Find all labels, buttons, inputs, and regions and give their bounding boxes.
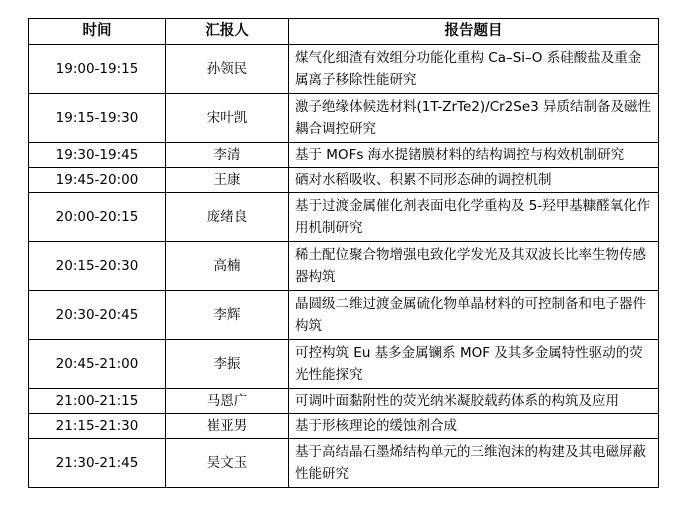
table-row <box>29 94 659 143</box>
time-cell: 19:15-19:30 <box>29 94 166 143</box>
table-body <box>29 45 659 488</box>
time-cell: 19:00-19:15 <box>29 45 166 94</box>
presenter-cell: 李清 <box>166 143 289 168</box>
title-cell: 基于过渡金属催化剂表面电化学重构及 5-羟甲基糠醛氧化作用机制研究 <box>289 193 659 242</box>
presenter-cell: 马恩广 <box>166 389 289 414</box>
presenter-cell: 李振 <box>166 340 289 389</box>
table-row <box>29 45 659 94</box>
header-presenter: 汇报人 <box>166 19 289 45</box>
header-time: 时间 <box>29 19 166 45</box>
title-cell: 煤气化细渣有效组分功能化重构 Ca–Si–O 系硅酸盐及重金属离子移除性能研究 <box>289 45 659 94</box>
table-header <box>29 19 659 45</box>
table-row <box>29 439 659 488</box>
time-cell: 19:30-19:45 <box>29 143 166 168</box>
time-cell: 20:30-20:45 <box>29 291 166 340</box>
table-row <box>29 193 659 242</box>
presenter-cell: 孙领民 <box>166 45 289 94</box>
table-row <box>29 242 659 291</box>
time-cell: 20:45-21:00 <box>29 340 166 389</box>
presenter-cell: 崔亚男 <box>166 414 289 439</box>
presenter-cell: 庞绪良 <box>166 193 289 242</box>
presenter-cell: 李辉 <box>166 291 289 340</box>
presenter-cell: 吴文玉 <box>166 439 289 488</box>
title-cell: 可调叶面黏附性的荧光纳米凝胶载药体系的构筑及应用 <box>289 389 659 414</box>
title-cell: 晶圆级二维过渡金属硫化物单晶材料的可控制备和电子器件构筑 <box>289 291 659 340</box>
schedule-table <box>28 18 659 488</box>
time-cell: 21:30-21:45 <box>29 439 166 488</box>
title-cell: 稀土配位聚合物增强电致化学发光及其双波长比率生物传感器构筑 <box>289 242 659 291</box>
table-row <box>29 291 659 340</box>
presenter-cell: 宋叶凯 <box>166 94 289 143</box>
time-cell: 21:00-21:15 <box>29 389 166 414</box>
time-cell: 20:15-20:30 <box>29 242 166 291</box>
time-cell: 19:45-20:00 <box>29 168 166 193</box>
table-row <box>29 143 659 168</box>
time-cell: 21:15-21:30 <box>29 414 166 439</box>
table-row <box>29 389 659 414</box>
title-cell: 可控构筑 Eu 基多金属镧系 MOF 及其多金属特性驱动的荧光性能探究 <box>289 340 659 389</box>
time-cell: 20:00-20:15 <box>29 193 166 242</box>
header-title: 报告题目 <box>289 19 659 45</box>
title-cell: 激子绝缘体候选材料(1T-ZrTe2)/Cr2Se3 异质结制备及磁性耦合调控研究 <box>289 94 659 143</box>
title-cell: 基于 MOFs 海水提锗膜材料的结构调控与构效机制研究 <box>289 143 659 168</box>
title-cell: 硒对水稻吸收、积累不同形态砷的调控机制 <box>289 168 659 193</box>
table-row <box>29 414 659 439</box>
title-cell: 基于高结晶石墨烯结构单元的三维泡沫的构建及其电磁屏蔽性能研究 <box>289 439 659 488</box>
table-row <box>29 340 659 389</box>
table-row <box>29 168 659 193</box>
title-cell: 基于形核理论的缓蚀剂合成 <box>289 414 659 439</box>
presenter-cell: 高楠 <box>166 242 289 291</box>
presenter-cell: 王康 <box>166 168 289 193</box>
header-row <box>29 19 659 45</box>
